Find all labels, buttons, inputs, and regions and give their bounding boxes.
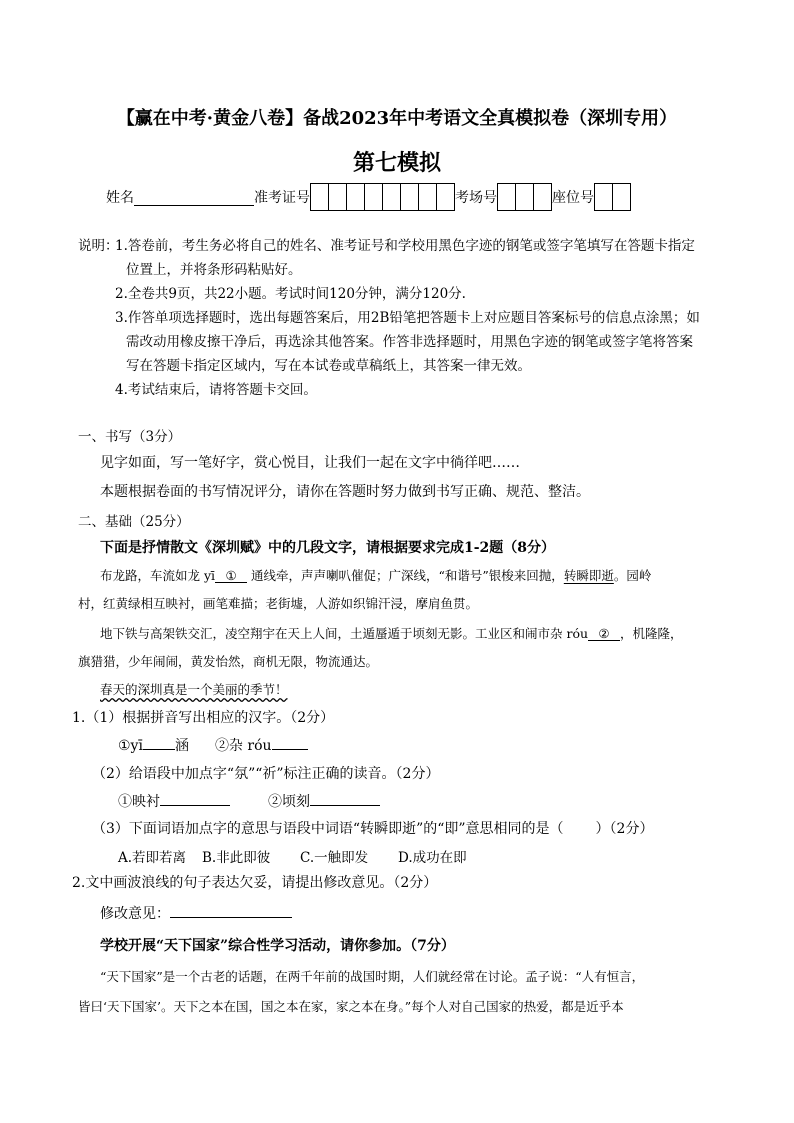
answer-label: ②顷刻 xyxy=(268,794,310,810)
instruction-line: 写在答题卡指定区域内，写在本试卷或草稿纸上，其答案一律无效。 xyxy=(126,358,531,374)
question-text: （3）下面词语加点字的意思与语段中词语“转瞬即逝”的“即”意思相同的是（ xyxy=(92,821,564,837)
exam-subtitle: 第七模拟 xyxy=(352,150,441,176)
section-heading: 二、基础（25分） xyxy=(78,514,190,530)
question-2: 2.文中画波浪线的句子表达欠妥，请提出修改意见。（2分） xyxy=(72,875,438,891)
exam-no-label: 准考证号 xyxy=(254,190,310,206)
passage-line: 村，红黄绿相互映衬，画笔难描；老街墟，人游如织锦汗浸，摩肩鱼贯。 xyxy=(78,596,479,611)
answer-label: ①映衬 xyxy=(118,794,160,810)
instruction-line: 位置上，并将条形码粘贴好。 xyxy=(126,262,302,278)
instruction-line: 3.作答单项选择题时，选出每题答案后，用2B铅笔把答题卡上对应题目答案标号的信息点涂黑；如 xyxy=(115,310,700,326)
question-1-1: 1.（1）根据拼音写出相应的汉字。（2分） xyxy=(72,710,335,726)
passage-text: 地下铁与高架铁交汇，凌空翔宇在天上人间，土遁蜃遁于顷刻无影。工业区和闹市杂 róu xyxy=(100,626,589,641)
passage-line: 皆曰‘天下国家’。天下之本在国，国之本在家，家之本在身。”每个人对自己国家的热爱，都是近乎本 xyxy=(78,999,624,1014)
passage-line: “天下国家”是一个古老的话题，在两千年前的战国时期，人们就经常在讨论。孟子说：“人有恒言， xyxy=(100,969,645,984)
question-1-3 xyxy=(92,818,653,838)
underlined-phrase: 转瞬即逝 xyxy=(563,568,614,583)
exam-room-label: 考场号 xyxy=(455,190,497,206)
instructions-label: 说明： xyxy=(78,238,119,254)
section1-line: 见字如面，写一笔好字，赏心悦目，让我们一起在文字中徜徉吧…… xyxy=(100,455,520,471)
question-1-2-answers xyxy=(118,791,380,811)
question-1-2: （2）给语段中加点字“氛”“祈”标注正确的读音。（2分） xyxy=(92,766,440,782)
answer-blank-rou[interactable] xyxy=(272,735,308,750)
passage-text: ，机隆隆， xyxy=(620,626,683,641)
question-2-answer xyxy=(100,903,292,923)
section-heading: 一、书写（3分） xyxy=(78,429,182,445)
passage-line: 旗猎猎，少年闹闹，黄发怡然，商机无限，物流通达。 xyxy=(78,654,379,669)
seat-label: 座位号 xyxy=(552,190,594,206)
answer-blank-yingchen[interactable] xyxy=(160,791,230,806)
name-field[interactable] xyxy=(134,189,254,206)
option-b: B.非此即彼 xyxy=(202,850,271,866)
answer-label: 涵 xyxy=(174,738,189,754)
answer-label: 修改意见： xyxy=(100,906,170,922)
answer-label: ②杂 róu xyxy=(214,738,272,754)
section1-line: 本题根据卷面的书写情况评分，请你在答题时努力做到书写正确、规范、整洁。 xyxy=(100,484,590,500)
passage-text: 。园岭 xyxy=(613,568,652,583)
passage-line xyxy=(100,624,683,642)
passage-intro: 下面是抒情散文《深圳赋》中的几段文字，请根据要求完成1-2题（8分） xyxy=(100,540,556,556)
instruction-line: 1.答卷前，考生务必将自己的姓名、准考证号和学校用黑色字迹的钢笔或签字笔填写在答题卡指定 xyxy=(115,238,695,254)
instruction-line: 需改动用橡皮擦干净后，再选涂其他答案。作答非选择题时，用黑色字迹的钢笔或签字笔将答案 xyxy=(126,334,693,350)
passage-line xyxy=(100,566,651,584)
passage-text: 通线牵，声声喇叭催促；广深线，“和谐号”银梭来回抛， xyxy=(247,568,564,583)
option-a: A.若即若离 xyxy=(118,850,187,866)
wavy-sentence: 春天的深圳真是一个美丽的季节！ xyxy=(100,682,288,697)
answer-blank-yi[interactable] xyxy=(143,735,175,750)
blank-1-number: ① xyxy=(225,568,237,583)
activity-intro: 学校开展“天下国家”综合性学习活动，请你参加。（7分） xyxy=(100,938,455,954)
instruction-line: 4.考试结束后，请将答题卡交回。 xyxy=(115,382,317,398)
name-label: 姓名 xyxy=(106,190,134,206)
blank-1[interactable] xyxy=(215,568,247,583)
exam-no-boxes[interactable] xyxy=(310,183,455,211)
option-d: D.成功在即 xyxy=(398,850,467,866)
blank-2[interactable] xyxy=(588,626,620,641)
answer-blank-qingke[interactable] xyxy=(310,791,380,806)
answer-label: ①yī xyxy=(118,738,143,754)
exam-title: 【赢在中考·黄金八卷】备战2023年中考语文全真模拟卷（深圳专用） xyxy=(116,108,678,129)
seat-boxes[interactable] xyxy=(594,183,631,211)
blank-2-number: ② xyxy=(598,626,610,641)
option-c: C.一触即发 xyxy=(300,850,369,866)
revision-answer-blank[interactable] xyxy=(170,903,292,918)
question-1-1-answers xyxy=(118,735,308,755)
passage-text: 布龙路，车流如龙 yī xyxy=(100,568,216,583)
exam-room-boxes[interactable] xyxy=(497,183,552,211)
candidate-info-row xyxy=(106,183,631,211)
question-text: ）（2分） xyxy=(595,821,654,837)
instruction-line: 2.全卷共9页，共22小题。考试时间120分钟，满分120分. xyxy=(115,286,466,302)
